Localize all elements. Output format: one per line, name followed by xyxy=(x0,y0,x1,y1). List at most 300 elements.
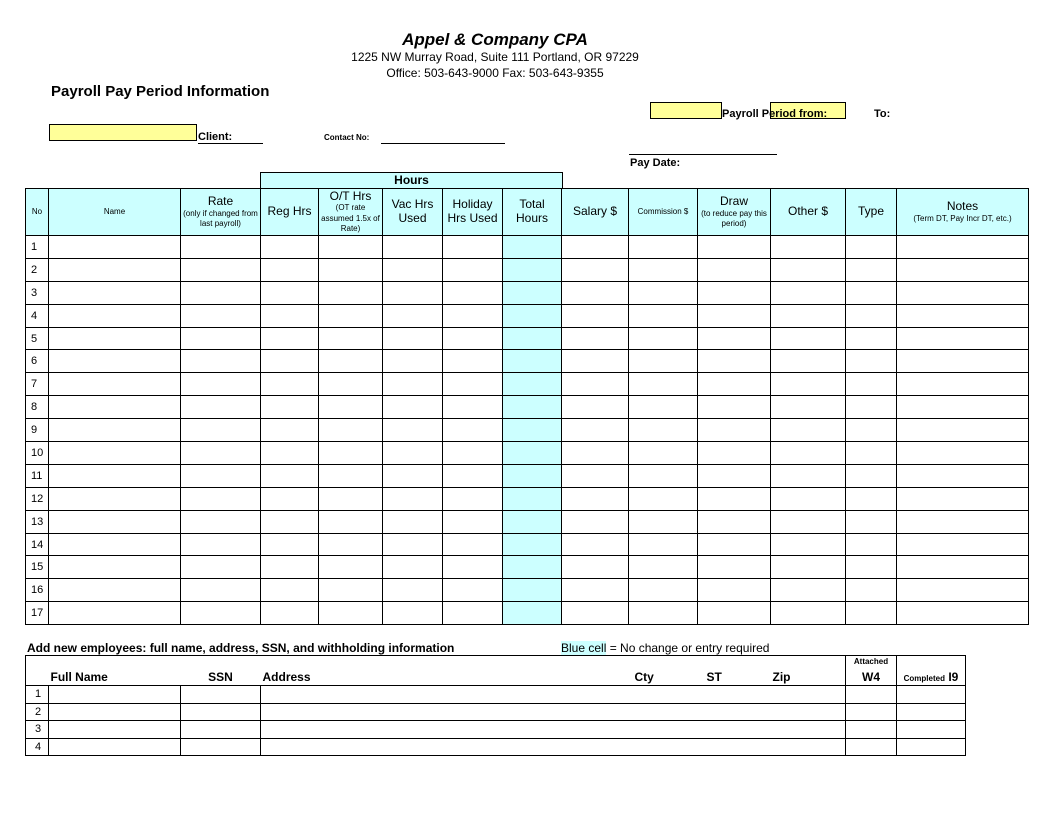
entry-cell[interactable] xyxy=(319,327,383,350)
total-hours-cell xyxy=(503,533,562,556)
row-number: 14 xyxy=(26,533,49,556)
row-number: 9 xyxy=(26,419,49,442)
entry-cell[interactable] xyxy=(319,487,383,510)
entry-cell[interactable] xyxy=(319,556,383,579)
entry-cell[interactable] xyxy=(443,487,503,510)
new-employee-row xyxy=(26,686,966,704)
address-cell[interactable] xyxy=(261,686,846,704)
row-number: 2 xyxy=(26,703,49,721)
entry-cell[interactable] xyxy=(897,721,966,739)
entry-cell[interactable] xyxy=(261,442,319,465)
col-no: No xyxy=(26,189,49,236)
entry-cell[interactable] xyxy=(846,304,897,327)
entry-cell[interactable] xyxy=(562,487,629,510)
total-hours-cell xyxy=(503,487,562,510)
entry-cell[interactable] xyxy=(49,738,181,756)
entry-cell[interactable] xyxy=(771,258,846,281)
entry-cell[interactable] xyxy=(897,396,1029,419)
entry-cell[interactable] xyxy=(897,258,1029,281)
newemp-hdr-no xyxy=(26,656,49,686)
entry-cell[interactable] xyxy=(181,487,261,510)
entry-cell[interactable] xyxy=(49,721,181,739)
entry-cell[interactable] xyxy=(562,327,629,350)
col-name: Name xyxy=(49,189,181,236)
entry-cell[interactable] xyxy=(383,373,443,396)
entry-cell[interactable] xyxy=(846,350,897,373)
period-from-input[interactable] xyxy=(650,102,722,119)
entry-cell[interactable] xyxy=(771,579,846,602)
entry-cell[interactable] xyxy=(846,686,897,704)
entry-cell[interactable] xyxy=(698,510,771,533)
entry-cell[interactable] xyxy=(629,487,698,510)
entry-cell[interactable] xyxy=(562,396,629,419)
entry-cell[interactable] xyxy=(629,236,698,259)
entry-cell[interactable] xyxy=(383,419,443,442)
entry-cell[interactable] xyxy=(562,602,629,625)
entry-cell[interactable] xyxy=(846,579,897,602)
entry-cell[interactable] xyxy=(383,236,443,259)
entry-cell[interactable] xyxy=(771,487,846,510)
entry-cell[interactable] xyxy=(846,556,897,579)
entry-cell[interactable] xyxy=(698,396,771,419)
new-employee-row xyxy=(26,721,966,739)
col-notes: Notes (Term DT, Pay Incr DT, etc.) xyxy=(897,189,1029,236)
entry-cell[interactable] xyxy=(846,236,897,259)
entry-cell[interactable] xyxy=(562,464,629,487)
entry-cell[interactable] xyxy=(383,579,443,602)
entry-cell[interactable] xyxy=(443,304,503,327)
entry-cell[interactable] xyxy=(897,236,1029,259)
entry-cell[interactable] xyxy=(49,304,181,327)
entry-cell[interactable] xyxy=(261,602,319,625)
entry-cell[interactable] xyxy=(319,464,383,487)
entry-cell[interactable] xyxy=(846,281,897,304)
entry-cell[interactable] xyxy=(49,327,181,350)
new-employee-row xyxy=(26,703,966,721)
entry-cell[interactable] xyxy=(49,419,181,442)
entry-cell[interactable] xyxy=(261,396,319,419)
entry-cell[interactable] xyxy=(181,442,261,465)
payroll-table xyxy=(25,188,1029,625)
entry-cell[interactable] xyxy=(562,533,629,556)
entry-cell[interactable] xyxy=(383,442,443,465)
entry-cell[interactable] xyxy=(261,510,319,533)
row-number: 8 xyxy=(26,396,49,419)
col-salary: Salary $ xyxy=(562,189,629,236)
entry-cell[interactable] xyxy=(846,373,897,396)
total-hours-cell xyxy=(503,373,562,396)
entry-cell[interactable] xyxy=(443,396,503,419)
entry-cell[interactable] xyxy=(846,533,897,556)
entry-cell[interactable] xyxy=(261,419,319,442)
entry-cell[interactable] xyxy=(181,686,261,704)
col-city: Cty xyxy=(633,656,701,686)
entry-cell[interactable] xyxy=(698,304,771,327)
entry-cell[interactable] xyxy=(629,602,698,625)
entry-cell[interactable] xyxy=(846,327,897,350)
entry-cell[interactable] xyxy=(261,556,319,579)
entry-cell[interactable] xyxy=(319,579,383,602)
company-address: 1225 NW Murray Road, Suite 111 Portland, OR 97229 xyxy=(351,50,639,64)
entry-cell[interactable] xyxy=(698,373,771,396)
entry-cell[interactable] xyxy=(771,464,846,487)
table-row xyxy=(26,510,1029,533)
entry-cell[interactable] xyxy=(771,442,846,465)
entry-cell[interactable] xyxy=(897,281,1029,304)
contact-field[interactable] xyxy=(381,134,505,144)
entry-cell[interactable] xyxy=(698,442,771,465)
entry-cell[interactable] xyxy=(181,327,261,350)
entry-cell[interactable] xyxy=(49,510,181,533)
client-input[interactable] xyxy=(49,124,197,141)
entry-cell[interactable] xyxy=(383,510,443,533)
entry-cell[interactable] xyxy=(771,304,846,327)
total-hours-cell xyxy=(503,236,562,259)
entry-cell[interactable] xyxy=(383,350,443,373)
table-row xyxy=(26,258,1029,281)
entry-cell[interactable] xyxy=(181,533,261,556)
entry-cell[interactable] xyxy=(181,419,261,442)
row-number: 1 xyxy=(26,686,49,704)
entry-cell[interactable] xyxy=(771,602,846,625)
entry-cell[interactable] xyxy=(49,350,181,373)
address-cell[interactable] xyxy=(261,721,846,739)
entry-cell[interactable] xyxy=(181,373,261,396)
entry-cell[interactable] xyxy=(629,510,698,533)
entry-cell[interactable] xyxy=(897,602,1029,625)
row-number: 7 xyxy=(26,373,49,396)
entry-cell[interactable] xyxy=(897,373,1029,396)
entry-cell[interactable] xyxy=(181,738,261,756)
entry-cell[interactable] xyxy=(771,556,846,579)
to-label: To: xyxy=(874,108,891,120)
entry-cell[interactable] xyxy=(698,258,771,281)
entry-cell[interactable] xyxy=(897,327,1029,350)
period-from-label: Payroll Period from: xyxy=(722,108,828,120)
entry-cell[interactable] xyxy=(319,236,383,259)
entry-cell[interactable] xyxy=(771,350,846,373)
total-hours-cell xyxy=(503,510,562,533)
entry-cell[interactable] xyxy=(49,258,181,281)
entry-cell[interactable] xyxy=(319,281,383,304)
col-vac-hrs: Vac Hrs Used xyxy=(383,189,443,236)
client-label: Client: xyxy=(198,131,263,144)
entry-cell[interactable] xyxy=(846,487,897,510)
entry-cell[interactable] xyxy=(562,350,629,373)
entry-cell[interactable] xyxy=(181,721,261,739)
entry-cell[interactable] xyxy=(629,350,698,373)
entry-cell[interactable] xyxy=(698,236,771,259)
entry-cell[interactable] xyxy=(629,258,698,281)
entry-cell[interactable] xyxy=(629,327,698,350)
col-ot-hrs: O/T Hrs (OT rate assumed 1.5x of Rate) xyxy=(319,189,383,236)
entry-cell[interactable] xyxy=(562,373,629,396)
entry-cell[interactable] xyxy=(698,281,771,304)
entry-cell[interactable] xyxy=(49,442,181,465)
table-row xyxy=(26,419,1029,442)
table-row xyxy=(26,487,1029,510)
row-number: 5 xyxy=(26,327,49,350)
entry-cell[interactable] xyxy=(846,258,897,281)
table-row xyxy=(26,373,1029,396)
entry-cell[interactable] xyxy=(771,281,846,304)
entry-cell[interactable] xyxy=(629,442,698,465)
company-name: Appel & Company CPA xyxy=(402,30,588,49)
entry-cell[interactable] xyxy=(771,373,846,396)
entry-cell[interactable] xyxy=(319,304,383,327)
entry-cell[interactable] xyxy=(443,602,503,625)
entry-cell[interactable] xyxy=(897,703,966,721)
table-row xyxy=(26,464,1029,487)
entry-cell[interactable] xyxy=(181,258,261,281)
entry-cell[interactable] xyxy=(562,258,629,281)
entry-cell[interactable] xyxy=(261,350,319,373)
entry-cell[interactable] xyxy=(897,442,1029,465)
entry-cell[interactable] xyxy=(49,602,181,625)
col-rate: Rate (only if changed from last payroll) xyxy=(181,189,261,236)
entry-cell[interactable] xyxy=(771,327,846,350)
col-full-name: Full Name xyxy=(49,656,181,686)
entry-cell[interactable] xyxy=(181,602,261,625)
row-number: 13 xyxy=(26,510,49,533)
entry-cell[interactable] xyxy=(629,579,698,602)
blue-cell-legend: Blue cell = No change or entry required xyxy=(561,641,770,655)
col-commission: Commission $ xyxy=(629,189,698,236)
entry-cell[interactable] xyxy=(771,419,846,442)
entry-cell[interactable] xyxy=(181,464,261,487)
entry-cell[interactable] xyxy=(562,236,629,259)
entry-cell[interactable] xyxy=(443,419,503,442)
entry-cell[interactable] xyxy=(49,464,181,487)
entry-cell[interactable] xyxy=(629,419,698,442)
entry-cell[interactable] xyxy=(49,703,181,721)
entry-cell[interactable] xyxy=(319,533,383,556)
entry-cell[interactable] xyxy=(49,396,181,419)
entry-cell[interactable] xyxy=(562,304,629,327)
entry-cell[interactable] xyxy=(629,556,698,579)
row-number: 3 xyxy=(26,721,49,739)
entry-cell[interactable] xyxy=(383,327,443,350)
entry-cell[interactable] xyxy=(383,281,443,304)
pay-date-label: Pay Date: xyxy=(630,157,681,169)
row-number: 6 xyxy=(26,350,49,373)
entry-cell[interactable] xyxy=(319,350,383,373)
entry-cell[interactable] xyxy=(846,703,897,721)
col-ssn: SSN xyxy=(181,656,261,686)
entry-cell[interactable] xyxy=(261,327,319,350)
entry-cell[interactable] xyxy=(897,464,1029,487)
entry-cell[interactable] xyxy=(383,464,443,487)
col-state: ST xyxy=(701,656,773,686)
entry-cell[interactable] xyxy=(897,556,1029,579)
entry-cell[interactable] xyxy=(443,258,503,281)
entry-cell[interactable] xyxy=(319,510,383,533)
entry-cell[interactable] xyxy=(443,236,503,259)
entry-cell[interactable] xyxy=(629,396,698,419)
table-row xyxy=(26,442,1029,465)
entry-cell[interactable] xyxy=(698,419,771,442)
entry-cell[interactable] xyxy=(49,579,181,602)
entry-cell[interactable] xyxy=(49,487,181,510)
entry-cell[interactable] xyxy=(698,579,771,602)
pay-date-line[interactable] xyxy=(629,145,777,155)
entry-cell[interactable] xyxy=(562,442,629,465)
col-address: Address xyxy=(261,656,633,686)
row-number: 4 xyxy=(26,738,49,756)
address-cell[interactable] xyxy=(261,703,846,721)
entry-cell[interactable] xyxy=(698,350,771,373)
row-number: 10 xyxy=(26,442,49,465)
entry-cell[interactable] xyxy=(181,236,261,259)
row-number: 3 xyxy=(26,281,49,304)
entry-cell[interactable] xyxy=(897,686,966,704)
entry-cell[interactable] xyxy=(562,556,629,579)
entry-cell[interactable] xyxy=(261,304,319,327)
entry-cell[interactable] xyxy=(181,703,261,721)
table-row xyxy=(26,556,1029,579)
entry-cell[interactable] xyxy=(383,258,443,281)
entry-cell[interactable] xyxy=(629,281,698,304)
col-other: Other $ xyxy=(771,189,846,236)
entry-cell[interactable] xyxy=(698,556,771,579)
entry-cell[interactable] xyxy=(49,533,181,556)
entry-cell[interactable] xyxy=(698,533,771,556)
new-employees-instructions: Add new employees: full name, address, SSN, and withholding information xyxy=(27,641,455,655)
entry-cell[interactable] xyxy=(319,373,383,396)
entry-cell[interactable] xyxy=(771,533,846,556)
entry-cell[interactable] xyxy=(443,579,503,602)
table-row xyxy=(26,533,1029,556)
entry-cell[interactable] xyxy=(771,236,846,259)
entry-cell[interactable] xyxy=(897,738,966,756)
entry-cell[interactable] xyxy=(443,327,503,350)
entry-cell[interactable] xyxy=(319,602,383,625)
new-employees-table xyxy=(25,655,966,756)
entry-cell[interactable] xyxy=(181,350,261,373)
entry-cell[interactable] xyxy=(698,464,771,487)
entry-cell[interactable] xyxy=(443,533,503,556)
entry-cell[interactable] xyxy=(383,396,443,419)
entry-cell[interactable] xyxy=(261,236,319,259)
entry-cell[interactable] xyxy=(846,396,897,419)
entry-cell[interactable] xyxy=(897,350,1029,373)
col-i9: Completed I9 xyxy=(897,656,966,686)
entry-cell[interactable] xyxy=(629,304,698,327)
entry-cell[interactable] xyxy=(319,396,383,419)
entry-cell[interactable] xyxy=(49,373,181,396)
entry-cell[interactable] xyxy=(261,579,319,602)
table-row xyxy=(26,602,1029,625)
entry-cell[interactable] xyxy=(629,464,698,487)
entry-cell[interactable] xyxy=(897,510,1029,533)
total-hours-cell xyxy=(503,579,562,602)
address-cell[interactable] xyxy=(261,738,846,756)
entry-cell[interactable] xyxy=(383,304,443,327)
entry-cell[interactable] xyxy=(443,373,503,396)
entry-cell[interactable] xyxy=(49,236,181,259)
entry-cell[interactable] xyxy=(181,396,261,419)
entry-cell[interactable] xyxy=(443,442,503,465)
entry-cell[interactable] xyxy=(846,602,897,625)
total-hours-cell xyxy=(503,350,562,373)
entry-cell[interactable] xyxy=(49,686,181,704)
row-number: 15 xyxy=(26,556,49,579)
entry-cell[interactable] xyxy=(319,258,383,281)
entry-cell[interactable] xyxy=(443,556,503,579)
table-row xyxy=(26,236,1029,259)
entry-cell[interactable] xyxy=(771,396,846,419)
total-hours-cell xyxy=(503,281,562,304)
entry-cell[interactable] xyxy=(383,602,443,625)
entry-cell[interactable] xyxy=(181,556,261,579)
entry-cell[interactable] xyxy=(443,350,503,373)
entry-cell[interactable] xyxy=(443,281,503,304)
entry-cell[interactable] xyxy=(562,281,629,304)
entry-cell[interactable] xyxy=(629,373,698,396)
entry-cell[interactable] xyxy=(897,487,1029,510)
total-hours-cell xyxy=(503,442,562,465)
entry-cell[interactable] xyxy=(261,487,319,510)
entry-cell[interactable] xyxy=(261,281,319,304)
entry-cell[interactable] xyxy=(846,510,897,533)
entry-cell[interactable] xyxy=(562,510,629,533)
entry-cell[interactable] xyxy=(383,556,443,579)
entry-cell[interactable] xyxy=(846,721,897,739)
col-draw: Draw (to reduce pay this period) xyxy=(698,189,771,236)
entry-cell[interactable] xyxy=(261,258,319,281)
entry-cell[interactable] xyxy=(897,419,1029,442)
entry-cell[interactable] xyxy=(897,579,1029,602)
entry-cell[interactable] xyxy=(897,533,1029,556)
entry-cell[interactable] xyxy=(49,281,181,304)
entry-cell[interactable] xyxy=(846,738,897,756)
entry-cell[interactable] xyxy=(562,579,629,602)
company-phone: Office: 503-643-9000 Fax: 503-643-9355 xyxy=(386,66,604,80)
entry-cell[interactable] xyxy=(562,419,629,442)
entry-cell[interactable] xyxy=(629,533,698,556)
entry-cell[interactable] xyxy=(698,327,771,350)
total-hours-cell xyxy=(503,258,562,281)
entry-cell[interactable] xyxy=(383,487,443,510)
row-number: 12 xyxy=(26,487,49,510)
entry-cell[interactable] xyxy=(319,419,383,442)
entry-cell[interactable] xyxy=(383,533,443,556)
entry-cell[interactable] xyxy=(846,442,897,465)
entry-cell[interactable] xyxy=(261,464,319,487)
entry-cell[interactable] xyxy=(181,304,261,327)
entry-cell[interactable] xyxy=(443,510,503,533)
entry-cell[interactable] xyxy=(49,556,181,579)
entry-cell[interactable] xyxy=(181,510,261,533)
table-row xyxy=(26,327,1029,350)
entry-cell[interactable] xyxy=(846,419,897,442)
col-zip: Zip xyxy=(773,656,846,686)
entry-cell[interactable] xyxy=(319,442,383,465)
entry-cell[interactable] xyxy=(181,281,261,304)
col-w4: Attached W4 xyxy=(846,656,897,686)
entry-cell[interactable] xyxy=(261,373,319,396)
entry-cell[interactable] xyxy=(698,487,771,510)
table-row xyxy=(26,281,1029,304)
entry-cell[interactable] xyxy=(771,510,846,533)
entry-cell[interactable] xyxy=(897,304,1029,327)
entry-cell[interactable] xyxy=(443,464,503,487)
total-hours-cell xyxy=(503,304,562,327)
entry-cell[interactable] xyxy=(846,464,897,487)
entry-cell[interactable] xyxy=(261,533,319,556)
entry-cell[interactable] xyxy=(181,579,261,602)
entry-cell[interactable] xyxy=(698,602,771,625)
